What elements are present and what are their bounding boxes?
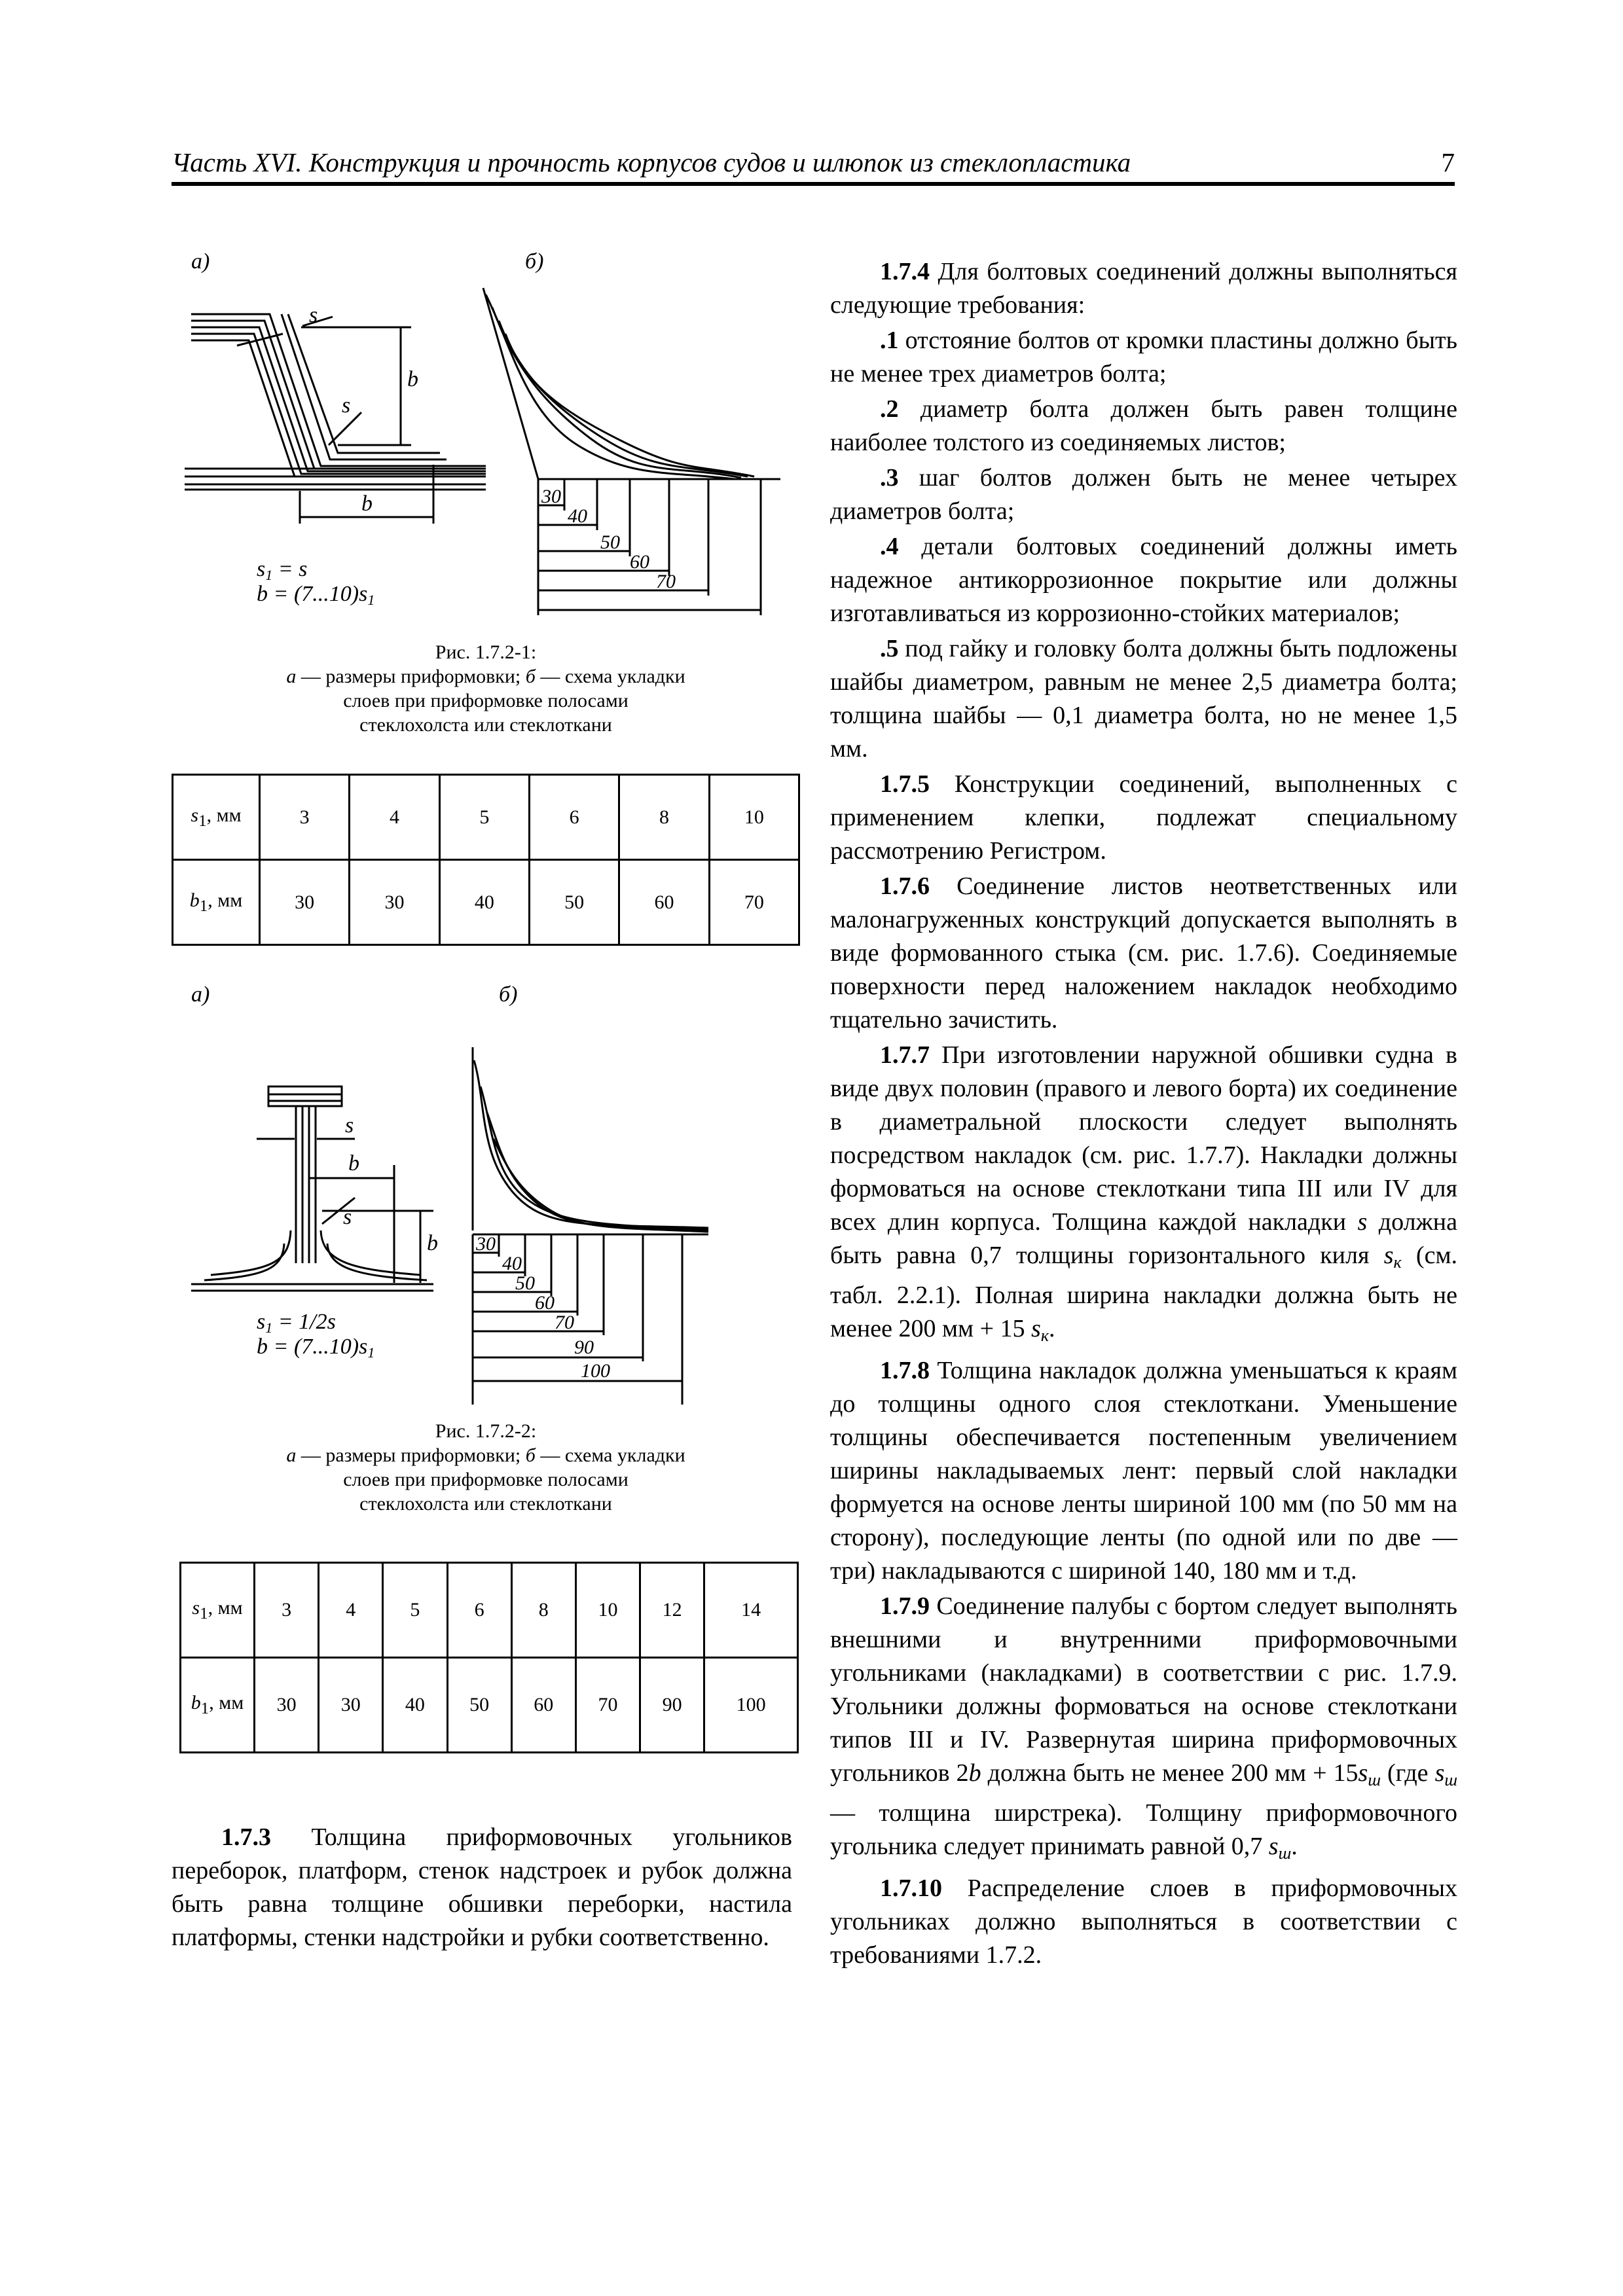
table-1-cell: 5 xyxy=(439,775,529,860)
table-2-cell: 70 xyxy=(575,1658,640,1753)
figure-2-caption xyxy=(172,1419,800,1516)
table-2-cell: 14 xyxy=(704,1563,798,1658)
table-2 xyxy=(179,1562,799,1753)
para-number: 1.7.3 xyxy=(221,1823,271,1851)
paragraph-1-7-10: 1.7.10 Распределение слоев в приформовочных угольниках должно выполняться в соответствии с требованиями 1.7.2. xyxy=(830,1874,1457,1969)
table-1-label-b1: $b_1$, мм xyxy=(173,860,260,945)
table-2-cell: 8 xyxy=(511,1563,575,1658)
table-1-label-s1: $s_1$, мм xyxy=(173,775,260,860)
fig1-caption-line2: слоев при приформовке полосами xyxy=(343,690,629,711)
fig2-dim-70: 70 xyxy=(555,1312,574,1333)
fig1-dim-b-vertical: b xyxy=(407,367,418,391)
paragraph-1-7-3 xyxy=(172,1821,792,1954)
table-2-label-s1: $s_1$, мм xyxy=(181,1563,255,1658)
fig2-formula-2: b = (7...10)s1 xyxy=(257,1335,375,1361)
table-2-cell: 5 xyxy=(383,1563,447,1658)
fig2-label-b: б) xyxy=(499,982,518,1007)
fig2-caption-title: Рис. 1.7.2-2: xyxy=(435,1420,537,1442)
fig1-dim-50: 50 xyxy=(600,531,620,553)
table-2-cell: 30 xyxy=(255,1658,319,1753)
table-1-cell: 3 xyxy=(260,775,350,860)
fig1-caption-line3: стеклохолста или стеклоткани xyxy=(359,714,612,736)
fig1-caption-line1: а — размеры приформовки; б — схема укладки xyxy=(286,666,685,687)
paragraph-1-7-7: 1.7.7 При изготовлении наружной обшивки судна в виде двух половин (правого и левого борта) их соединение в диаметральной плоскости следует выполнять посредством накладок (см. рис. 1.7.7). Накладки должны формоваться на основе стеклоткани типа III или IV для всех длин корпуса. Толщина каждой накладки s должна быть равна 0,7 толщины горизонтального киля $s_к$ (см. табл. 2.2.1). Полная ширина накладки должна быть не менее 200 мм + 15 $s_к$. xyxy=(830,1041,1457,1345)
fig2-dim-100: 100 xyxy=(581,1360,610,1382)
page-number: 7 xyxy=(1441,147,1455,177)
table-1-row-s1 xyxy=(173,775,799,860)
para-text: Толщина приформовочных угольников переборок, платформ, стенок надстроек и рубок должна быть равна толщине обшивки переборки, настила платформы, стенки надстройки и рубки соответственно. xyxy=(172,1823,792,1951)
table-1 xyxy=(172,774,800,946)
table-1-cell: 30 xyxy=(350,860,439,945)
fig2-label-a: а) xyxy=(191,982,210,1007)
fig1-dim-s: s xyxy=(309,303,318,327)
table-1-cell: 70 xyxy=(709,860,799,945)
fig2-formula-1: s1 = 1/2s xyxy=(257,1310,336,1336)
table-1-cell: 50 xyxy=(529,860,619,945)
table-1-cell: 4 xyxy=(350,775,439,860)
table-2-row-s1 xyxy=(181,1563,798,1658)
fig1-dim-s1: s xyxy=(342,393,351,418)
right-column-text xyxy=(830,255,1457,1974)
figure-1-drawing xyxy=(172,249,800,655)
list-item-2: .2 диаметр болта должен быть равен толщине наиболее толстого из соединяемых листов; xyxy=(830,395,1457,456)
table-2-cell: 12 xyxy=(640,1563,704,1658)
fig2-dim-s1: s xyxy=(343,1205,352,1229)
fig1-dim-b: b xyxy=(361,492,373,516)
fig2-caption-line2: слоев при приформовке полосами xyxy=(343,1469,629,1490)
table-2-label-b1: $b_1$, мм xyxy=(181,1658,255,1753)
fig1-dim-70: 70 xyxy=(656,571,676,592)
fig2-dim-b: b xyxy=(348,1151,359,1175)
fig1-formula-2: b = (7...10)s1 xyxy=(257,582,375,608)
fig2-dim-90: 90 xyxy=(574,1336,594,1358)
fig1-dim-60: 60 xyxy=(630,551,649,573)
table-2-cell: 50 xyxy=(447,1658,511,1753)
paragraph-1-7-9: 1.7.9 Соединение палубы с бортом следует выполнять внешними и внутренними приформовочными угольниками (накладками) в соответствии с рис. 1.7.9. Угольники должны формоваться на основе стеклоткани типов III и IV. Развернутая ширина приформовочных угольников 2b должна быть не менее 200 мм + $15s_ш$ (где $s_ш$ — толщина ширстрека). Толщину приформовочного угольника следует принимать равной 0,7 $s_ш$. xyxy=(830,1592,1457,1863)
fig1-label-b: б) xyxy=(525,249,544,274)
fig1-formula-1: s1 = s xyxy=(257,557,308,583)
table-2-cell: 3 xyxy=(255,1563,319,1658)
page-header xyxy=(172,143,1455,186)
list-item-3: .3 шаг болтов должен быть не менее четырех диаметров болта; xyxy=(830,464,1457,525)
fig2-dim-b-vertical: b xyxy=(427,1231,438,1255)
fig1-dim-30: 30 xyxy=(541,486,561,507)
fig2-dim-50: 50 xyxy=(515,1272,535,1294)
table-2-cell: 6 xyxy=(447,1563,511,1658)
table-1-cell: 10 xyxy=(709,775,799,860)
table-2-cell: 40 xyxy=(383,1658,447,1753)
fig2-dim-30: 30 xyxy=(476,1233,496,1255)
paragraph-1-7-4: 1.7.4 Для болтовых соединений должны выполняться следующие требования: xyxy=(830,258,1457,319)
list-item-5: .5 под гайку и головку болта должны быть подложены шайбы диаметром, равным не менее 2,5 диаметра болта; толщина шайбы — 0,1 диаметра болта, но не менее 1,5 мм. xyxy=(830,635,1457,762)
fig2-dim-40: 40 xyxy=(502,1253,522,1274)
list-item-1: .1 отстояние болтов от кромки пластины должно быть не менее трех диаметров болта; xyxy=(830,327,1457,387)
table-1-cell: 60 xyxy=(619,860,709,945)
table-1-row-b1 xyxy=(173,860,799,945)
table-2-cell: 10 xyxy=(575,1563,640,1658)
paragraph-1-7-8: 1.7.8 Толщина накладок должна уменьшаться к краям до толщины одного слоя стеклоткани. Уменьшение толщины обеспечивается постепенным увеличением ширины накладываемых лент: первый слой накладки формуется на основе ленты шириной 100 мм (по 50 мм на сторону), последующие ленты (по одной или по две — три) накладываются с шириной 140, 180 мм и т.д. xyxy=(830,1357,1457,1585)
fig2-dim-60: 60 xyxy=(535,1292,555,1314)
table-2-row-b1 xyxy=(181,1658,798,1753)
table-2-cell: 4 xyxy=(319,1563,383,1658)
fig2-caption-line1: а — размеры приформовки; б — схема укладки xyxy=(286,1444,685,1466)
paragraph-1-7-6: 1.7.6 Соединение листов неответственных или малонагруженных конструкций допускается выполнять в виде формованного стыка (см. рис. 1.7.6). Соединяемые поверхности перед наложением накладок необходимо тщательно зачистить. xyxy=(830,872,1457,1033)
figure-1-caption xyxy=(172,640,800,737)
table-1-cell: 40 xyxy=(439,860,529,945)
table-2-cell: 90 xyxy=(640,1658,704,1753)
table-2-cell: 60 xyxy=(511,1658,575,1753)
fig2-caption-line3: стеклохолста или стеклоткани xyxy=(359,1493,612,1515)
paragraph-1-7-5: 1.7.5 Конструкции соединений, выполненных с применением клепки, подлежат специальному рассмотрению Регистром. xyxy=(830,770,1457,865)
table-2-cell: 30 xyxy=(319,1658,383,1753)
figure-2-drawing xyxy=(172,982,800,1427)
table-1-cell: 30 xyxy=(260,860,350,945)
fig1-dim-40: 40 xyxy=(568,505,587,527)
table-1-cell: 6 xyxy=(529,775,619,860)
fig2-dim-s: s xyxy=(345,1113,354,1138)
fig1-label-a: а) xyxy=(191,249,210,274)
table-1-cell: 8 xyxy=(619,775,709,860)
header-title: Часть XVI. Конструкция и прочность корпусов судов и шлюпок из стеклопластика xyxy=(172,147,1131,177)
fig1-caption-title: Рис. 1.7.2-1: xyxy=(435,641,537,663)
table-2-cell: 100 xyxy=(704,1658,798,1753)
list-item-4: .4 детали болтовых соединений должны иметь надежное антикоррозионное покрытие или должны изготавливаться из коррозионно-стойких материалов; xyxy=(830,533,1457,627)
